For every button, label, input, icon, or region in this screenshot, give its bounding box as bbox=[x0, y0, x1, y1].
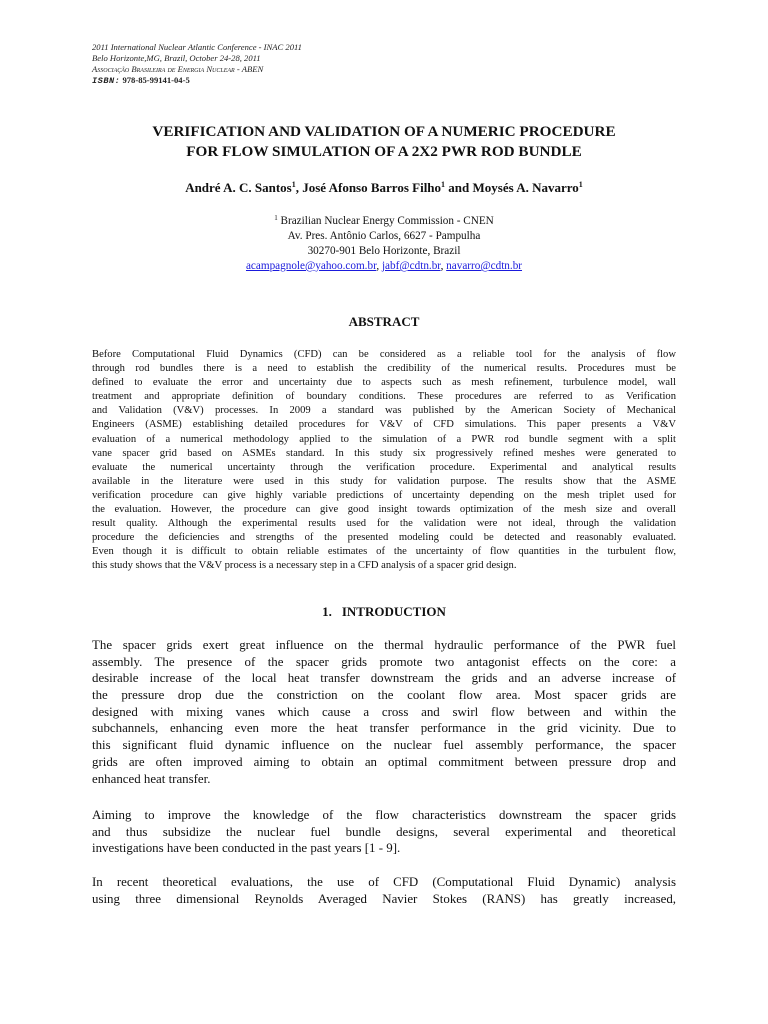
abstract-line: available in the literature were used in this study for validation purpose. The results show that the ASME bbox=[92, 475, 676, 487]
email-separator: , bbox=[376, 260, 382, 272]
email-link[interactable]: jabf@cdtn.br bbox=[381, 260, 441, 272]
abstract-heading: ABSTRACT bbox=[348, 314, 420, 329]
paragraph-line: In recent theoretical evaluations, the use of CFD (Computational Fluid Dynamic) analysis bbox=[92, 875, 676, 889]
author-list bbox=[92, 177, 676, 196]
abstract-line: this study shows that the V&V process is a necessary step in a CFD analysis of a spacer grid design. bbox=[92, 560, 517, 572]
abstract-text bbox=[92, 348, 676, 574]
author-affiliation-mark: 1 bbox=[441, 180, 446, 189]
paragraph-line: and thus subsidize the nuclear fuel bundle designs, several experimental and theoretical bbox=[92, 824, 676, 839]
author-separator: and bbox=[445, 180, 473, 195]
paragraph-line: assembly. The presence of the spacer grids promote two antagonist effects on the core: a bbox=[92, 654, 676, 669]
isbn-line bbox=[92, 75, 302, 87]
paragraph-line: desirable increase of the local heat transfer downstream the grids and an adverse increase of bbox=[92, 671, 676, 686]
section-number: 1. bbox=[322, 604, 332, 619]
paper-title bbox=[92, 122, 676, 162]
paragraph-line: The spacer grids exert great influence on the thermal hydraulic performance of the PWR fuel bbox=[92, 638, 676, 652]
email-link[interactable]: acampagnole@yahoo.com.br bbox=[245, 260, 377, 272]
abstract-line: defined to evaluate the error and uncertainty due to aspects such as mesh refinement, turbulence model, wall bbox=[92, 377, 676, 389]
abstract-line: procedure the deficiencies and strengths of the presented modeling could be detected and reasonably evaluated. bbox=[92, 532, 676, 544]
section-heading-introduction bbox=[92, 604, 676, 620]
abstract-line: Engineers (ASME) establishing detailed procedures for V&V of CFD simulations. This paper presents a V&V bbox=[92, 419, 676, 431]
affiliation-postal: 30270-901 Belo Horizonte, Brazil bbox=[307, 245, 461, 257]
conference-name: 2011 International Nuclear Atlantic Conference - INAC 2011 bbox=[92, 42, 302, 52]
author-name: José Afonso Barros Filho bbox=[302, 180, 442, 195]
abstract-line: Before Computational Fluid Dynamics (CFD) can be considered as a reliable tool for the analysis of flow bbox=[92, 349, 676, 360]
affiliation-block bbox=[92, 211, 676, 274]
abstract-line: result quality. Although the experimental results used for the validation were not ideal, through the validation bbox=[92, 518, 676, 530]
abstract-line: Even though it is difficult to obtain reliable estimates of the uncertainty of flow quantities in the turbulent flow, bbox=[92, 546, 676, 558]
section-title: INTRODUCTION bbox=[341, 604, 446, 619]
email-separator: , bbox=[440, 260, 447, 272]
abstract-line: vane spacer grid based on ASMEs standard. In this study six progressively refined meshes were generated to bbox=[92, 447, 676, 459]
abstract-line: evaluate the numerical uncertainty through the verification procedure. Experimental and analytical results bbox=[92, 461, 676, 473]
title-line-2: FOR FLOW SIMULATION OF A 2X2 PWR ROD BUNDLE bbox=[186, 143, 582, 160]
paragraph-line: Aiming to improve the knowledge of the flow characteristics downstream the spacer grids bbox=[92, 808, 676, 822]
introduction-paragraph-1 bbox=[92, 637, 676, 787]
paragraph-line: designed with mixing vanes which cause a cross and swirl flow between and within the bbox=[92, 704, 676, 719]
abstract-line: verification procedure can give highly variable predictions of uncertainty depending on the mesh triplet used for bbox=[92, 489, 676, 501]
paragraph-line: this significant fluid dynamic influence on the nuclear fuel assembly performance, the spacer bbox=[92, 738, 676, 753]
paragraph-line: investigations have been conducted in the past years [1 - 9]. bbox=[92, 841, 401, 856]
abstract-line: the evaluation. However, the procedure can give good insight towards optimization of the mesh size and overall bbox=[92, 504, 676, 516]
introduction-paragraph-3 bbox=[92, 874, 676, 907]
author-separator: , bbox=[295, 180, 303, 195]
paragraph-line: using three dimensional Reynolds Averaged Navier Stokes (RANS) has greatly increased, bbox=[92, 891, 676, 906]
paragraph-line: the pressure drop due the constriction on the coolant flow area. Most spacer grids are bbox=[92, 688, 676, 703]
affiliation-org-name: Brazilian Nuclear Energy Commission - CNEN bbox=[277, 215, 494, 227]
isbn-value: 978-85-99141-04-5 bbox=[122, 75, 190, 85]
author-affiliation-mark: 1 bbox=[578, 180, 583, 189]
affiliation-address: Av. Pres. Antônio Carlos, 6627 - Pampulha bbox=[287, 230, 481, 242]
abstract-line: through rod bundles there is a need to establish the credibility of the numerical results. Procedures must be bbox=[92, 363, 676, 375]
conference-location-date: Belo Horizonte,MG, Brazil, October 24-28, 2011 bbox=[92, 53, 261, 63]
abstract-line: evaluation of a numerical methodology applied to the simulation of a PWR rod bundle segment with a split bbox=[92, 433, 676, 445]
author-name: Moysés A. Navarro bbox=[472, 180, 579, 195]
affiliation-org bbox=[92, 211, 676, 229]
abstract-line: and Validation (V&V) processes. In 2009 a standard was published by the American Society of Mechanical bbox=[92, 405, 676, 417]
author-emails bbox=[92, 259, 676, 274]
paragraph-line: grids are often improved aiming to obtain an optimal commitment between pressure drop and bbox=[92, 754, 676, 769]
conference-header bbox=[92, 42, 302, 87]
abstract-line: treatment and appropriate definition of boundary conditions. These procedures are referred to as Verification bbox=[92, 391, 676, 403]
author-affiliation-mark: 1 bbox=[291, 180, 296, 189]
email-link[interactable]: navarro@cdtn.br bbox=[446, 260, 523, 272]
author-name: André A. C. Santos bbox=[185, 180, 292, 195]
paragraph-line: enhanced heat transfer. bbox=[92, 771, 211, 786]
affiliation-mark: 1 bbox=[274, 214, 278, 222]
paragraph-line: subchannels, enhancing even more the heat transfer performance in the grid vicinity. Due to bbox=[92, 721, 676, 736]
introduction-paragraph-2 bbox=[92, 807, 676, 857]
isbn-label: ISBN: bbox=[92, 76, 121, 86]
title-line-1: VERIFICATION AND VALIDATION OF A NUMERIC PROCEDURE bbox=[152, 123, 616, 140]
conference-organizer: Associação Brasileira de Energia Nuclear - ABEN bbox=[92, 64, 264, 74]
